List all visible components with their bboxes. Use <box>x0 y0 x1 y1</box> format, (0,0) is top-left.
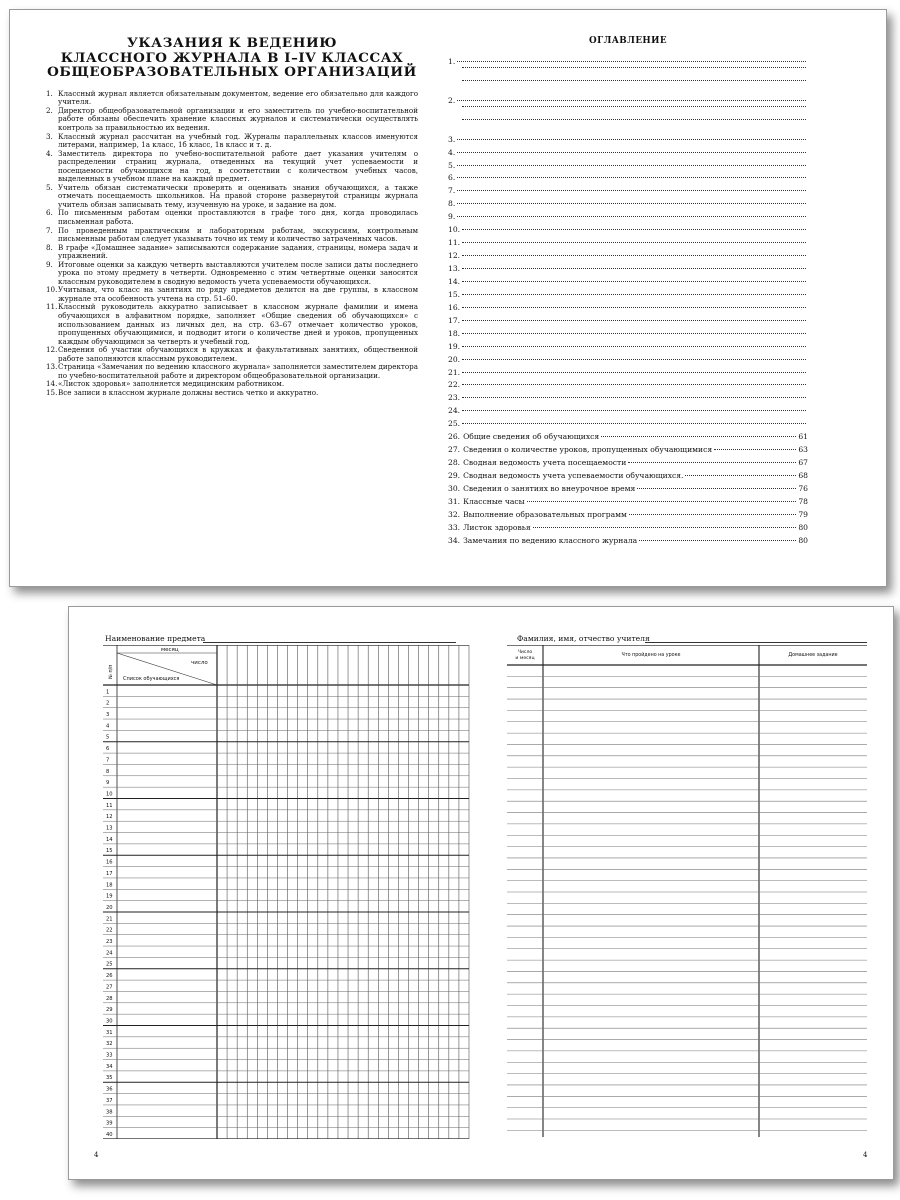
instruction-item <box>46 184 418 210</box>
toc-row <box>448 354 808 367</box>
row-number: 35 <box>106 1075 113 1082</box>
toc-dot-leader <box>462 255 806 256</box>
toc-dot-leader <box>462 423 806 424</box>
toc-row-page: 67 <box>798 458 808 468</box>
row-number: 31 <box>106 1029 113 1036</box>
instructions-list <box>46 90 418 398</box>
instruction-number: 15. <box>46 387 58 397</box>
instruction-text: Все записи в классном журнале должны вестись четко и аккуратно. <box>58 387 319 397</box>
toc-dot-leader <box>462 307 806 308</box>
toc-row-number: 6. <box>448 173 456 183</box>
toc-row-page: 68 <box>798 471 808 480</box>
toc-row-number: 3. <box>448 134 456 144</box>
row-number: 36 <box>106 1086 113 1093</box>
toc-dot-leader <box>457 152 806 153</box>
toc-dot-leader <box>462 372 806 373</box>
toc-row-number: 23. <box>448 393 461 403</box>
students-label: Список обучающихся <box>123 676 180 682</box>
month-label: месяц <box>161 647 179 653</box>
toc-row <box>448 315 808 328</box>
toc-row-number: 29. <box>448 471 461 480</box>
instruction-number: 5. <box>46 182 53 192</box>
toc-row-number: 31. <box>448 496 461 506</box>
instruction-item <box>46 363 418 380</box>
row-number: 13 <box>106 825 113 832</box>
row-number: 26 <box>106 973 113 980</box>
col-date-header: и месяц <box>515 656 535 661</box>
toc-title: ОГЛАВЛЕНИЕ <box>589 36 667 46</box>
row-number: 12 <box>106 814 113 821</box>
instruction-text: По письменным работам оценки проставляются в графе того дня, когда проводилась письменная работа. <box>58 208 418 226</box>
row-number: 11 <box>106 802 113 809</box>
instructions-section <box>46 36 418 397</box>
toc-rows <box>448 56 808 548</box>
row-number: 6 <box>106 746 110 753</box>
toc-row <box>448 328 808 341</box>
row-number: 24 <box>106 950 113 957</box>
toc-row <box>448 392 808 405</box>
toc-row <box>448 289 808 302</box>
instruction-text: По проведенным практическим и лабораторным работам, экскурсиям, контрольным письменным работам следует указывать точно их тему и количество затраченных часов. <box>58 225 418 244</box>
row-number: 9 <box>106 780 110 787</box>
toc-row <box>448 237 808 250</box>
toc-dot-leader <box>462 333 806 334</box>
toc-row-number: 32. <box>448 509 461 519</box>
row-number: 20 <box>106 904 113 911</box>
toc-continuation-line <box>448 82 808 95</box>
toc-dot-leader <box>462 359 806 360</box>
instruction-text: Классный журнал рассчитан на учебный год. Журналы параллельных классов именуются литерами, например, 1а класс, 1б класс, 1в класс и т. д. <box>58 131 418 150</box>
toc-row-page: 79 <box>798 509 808 519</box>
instruction-number: 7. <box>46 225 53 235</box>
toc-dot-leader <box>533 527 796 528</box>
toc-row <box>448 379 808 392</box>
instruction-number: 2. <box>46 105 53 115</box>
instruction-text: Учитывая, что класс на занятиях по ряду предметов делится на две группы, в классном журнале эта особенность учтена на стр. 51–60. <box>58 285 418 303</box>
toc-row-title: Классные часы <box>463 496 525 506</box>
toc-dot-leader <box>628 462 796 463</box>
row-number: 4 <box>106 723 110 730</box>
instruction-number: 13. <box>46 362 58 372</box>
row-number: 18 <box>106 882 113 889</box>
toc-dot-leader <box>457 139 806 140</box>
instruction-text: Учитель обязан систематически проверять и оценивать знания обучающихся, а также отмечать посещаемость школьников. На правой стороне развернутой страницы журнала учитель обязан записывать тему, изученную на уроке, и задание на дом. <box>58 182 418 209</box>
row-number: 38 <box>106 1109 113 1116</box>
toc-dot-leader <box>462 397 806 398</box>
toc-row-title: Сведения о занятиях во внеурочное время <box>463 483 636 493</box>
row-number: 29 <box>106 1007 113 1014</box>
toc-row <box>448 509 808 522</box>
toc-dot-leader <box>462 268 806 269</box>
toc-dot-leader <box>601 436 796 437</box>
toc-row-number: 28. <box>448 458 461 468</box>
toc-dot-leader <box>462 229 806 230</box>
toc-dot-leader <box>457 203 806 204</box>
subject-label: Наименование предмета <box>105 634 206 643</box>
toc-row <box>448 224 808 237</box>
toc-row-number: 34. <box>448 535 461 545</box>
toc-row <box>448 431 808 444</box>
instruction-number: 3. <box>46 131 53 141</box>
toc-dot-leader <box>629 514 796 515</box>
toc-dot-leader <box>457 177 806 178</box>
row-number: 21 <box>106 916 113 923</box>
toc-row-number: 5. <box>448 160 456 170</box>
toc-row <box>448 418 808 431</box>
row-number: 7 <box>106 757 110 764</box>
instruction-text: Заместитель директора по учебно-воспитательной работе дает указания учителям о распределении страниц журнала, отведенных на текущий учет успеваемости и посещаемости обучающихся на год, в соответствии с количеством учебных часов, выделенных в учебном плане на каждый предмет. <box>58 148 418 184</box>
journal-spread-instructions <box>9 9 887 587</box>
instruction-text: Итоговые оценки за каждую четверть выставляются учителем после записи даты последнего урока по этому предмету в четверти. Одновременно с этим четвертные оценки заносятся классным руководителем в сводную ведомость учета успеваемости обучающихся. <box>58 259 418 286</box>
col-topic-header: Что пройдено на уроке <box>621 653 681 658</box>
toc-row-number: 12. <box>448 251 461 261</box>
row-number: 23 <box>106 939 113 945</box>
row-number: 1 <box>106 689 110 696</box>
row-number: 8 <box>106 768 110 775</box>
toc-dot-leader <box>462 320 806 321</box>
toc-row-page: 78 <box>798 496 808 506</box>
instruction-number: 10. <box>46 285 58 295</box>
instruction-number: 14. <box>46 379 58 389</box>
toc-row-number: 30. <box>448 483 461 493</box>
instruction-item <box>46 133 418 150</box>
row-number: 33 <box>106 1052 113 1059</box>
toc-dot-leader <box>462 384 806 385</box>
instruction-text: Страница «Замечания по ведению классного журнала» заполняется заместителем директора по учебно-воспитательной работе и директором общеобразовательной организации. <box>58 362 418 380</box>
toc-row <box>448 276 808 289</box>
instruction-item <box>46 303 418 346</box>
instruction-item <box>46 389 418 398</box>
toc-row <box>448 198 808 211</box>
toc-dot-leader <box>527 501 796 502</box>
toc-row-number: 11. <box>448 238 461 248</box>
toc-row <box>448 522 808 535</box>
instruction-item <box>46 150 418 184</box>
toc-row-page: 76 <box>798 483 808 493</box>
toc-dot-leader <box>457 190 806 191</box>
row-number: 30 <box>106 1018 113 1025</box>
toc-continuation-line <box>448 121 808 134</box>
row-number: 39 <box>106 1120 113 1127</box>
toc-row-number: 22. <box>448 380 461 390</box>
row-number-header: № п/п <box>109 664 114 679</box>
toc-row-number: 33. <box>448 522 461 532</box>
toc-row-title: Листок здоровья <box>463 522 531 532</box>
toc-row-number: 2. <box>448 95 456 105</box>
toc-dot-leader <box>685 475 796 476</box>
journal-spread-grades <box>68 606 894 1180</box>
lessons-table <box>507 645 869 1139</box>
toc-row-number: 13. <box>448 264 461 273</box>
toc-dot-leader <box>637 488 796 489</box>
subject-input-line <box>203 642 456 643</box>
toc-row-title: Сводная ведомость учета успеваемости обучающихся. <box>463 471 684 480</box>
grades-grid <box>103 645 473 1139</box>
toc-row-number: 17. <box>448 315 461 325</box>
instruction-number: 11. <box>46 302 58 312</box>
toc-dot-leader <box>462 67 806 68</box>
toc-row-number: 24. <box>448 406 461 416</box>
row-number: 10 <box>106 791 113 798</box>
toc-dot-leader <box>462 294 806 295</box>
row-number: 32 <box>106 1041 113 1048</box>
row-number: 27 <box>106 984 113 991</box>
toc-row <box>448 470 808 483</box>
instruction-item <box>46 346 418 363</box>
instructions-title: УКАЗАНИЯ К ВЕДЕНИЮ КЛАССНОГО ЖУРНАЛА В I–IV КЛАССАХ ОБЩЕОБРАЗОВАТЕЛЬНЫХ ОРГАНИЗАЦИЙ <box>47 35 417 81</box>
toc-row <box>448 444 808 457</box>
toc-dot-leader <box>462 119 806 120</box>
instruction-item <box>46 209 418 226</box>
col-homework-header: Домашнее задание <box>788 653 838 658</box>
toc-dot-leader <box>462 281 806 282</box>
row-number: 28 <box>106 995 113 1002</box>
teacher-label: Фамилия, имя, отчество учителя <box>517 634 650 643</box>
toc-row-number: 20. <box>448 354 461 364</box>
toc-row <box>448 483 808 496</box>
row-number: 17 <box>106 870 113 877</box>
toc-row-number: 25. <box>448 419 461 429</box>
page-number-right: 4 <box>863 1151 868 1159</box>
toc-row <box>448 302 808 315</box>
toc-row <box>448 496 808 509</box>
instruction-text: Классный руководитель аккуратно записывает в классном журнале фамилии и имена обучающихся в алфавитном порядке, заполняет «Общие сведения об обучающихся» с использованием данных из личных дел, на стр. 63–67 отмечает количество уроков, пропущенных обучающимися, и подводит итоги о количестве дней и уроков, пропущенных каждым обучающимся за четверть и учебный год. <box>58 302 418 346</box>
toc-row-number: 9. <box>448 212 456 222</box>
row-number: 15 <box>106 848 113 855</box>
toc-row-number: 8. <box>448 199 456 209</box>
instruction-number: 4. <box>46 148 53 158</box>
toc-row-number: 4. <box>448 147 456 157</box>
instruction-item <box>46 227 418 244</box>
instruction-text: Директор общеобразовательной организации и его заместитель по учебно-воспитательной работе обязаны обеспечить хранение классных журналов и систематически осуществлять контроль за правильностью их ведения. <box>58 105 418 132</box>
toc-row <box>448 263 808 276</box>
toc-row-number: 16. <box>448 302 461 312</box>
table-of-contents <box>448 36 808 548</box>
row-number: 34 <box>106 1063 113 1070</box>
toc-dot-leader <box>457 216 806 217</box>
toc-row-number: 14. <box>448 276 461 286</box>
row-number: 5 <box>106 734 110 741</box>
toc-dot-leader <box>462 346 806 347</box>
instruction-text: «Листок здоровья» заполняется медицинским работником. <box>58 379 285 389</box>
toc-row-page: 63 <box>798 445 808 455</box>
toc-row <box>448 172 808 185</box>
toc-row <box>448 211 808 224</box>
toc-dot-leader <box>462 410 806 411</box>
toc-row <box>448 341 808 354</box>
row-number: 2 <box>106 700 110 707</box>
col-date-header: Число <box>517 650 533 655</box>
instruction-number: 6. <box>46 208 53 218</box>
toc-row <box>448 535 808 548</box>
toc-dot-leader <box>462 80 806 81</box>
toc-row <box>448 147 808 160</box>
toc-row-title: Общие сведения об обучающихся <box>463 432 600 442</box>
row-number: 16 <box>106 859 113 866</box>
instruction-item <box>46 286 418 303</box>
toc-dot-leader <box>457 100 806 101</box>
row-number: 14 <box>106 836 113 843</box>
toc-row <box>448 367 808 380</box>
instruction-text: Классный журнал является обязательным документом, ведение его обязательно для каждого учителя. <box>58 88 418 107</box>
toc-dot-leader <box>457 61 806 62</box>
toc-row <box>448 134 808 147</box>
toc-dot-leader <box>639 540 796 541</box>
toc-row-page: 61 <box>798 432 808 442</box>
instruction-item <box>46 261 418 287</box>
toc-row-number: 26. <box>448 432 461 442</box>
toc-row-number: 1. <box>448 57 456 66</box>
row-number: 22 <box>106 927 113 934</box>
toc-dot-leader <box>457 165 806 166</box>
instruction-number: 8. <box>46 242 53 252</box>
row-number: 25 <box>106 961 113 968</box>
row-number: 3 <box>106 712 110 718</box>
toc-row-number: 27. <box>448 445 461 455</box>
toc-row-number: 21. <box>448 367 461 377</box>
toc-row <box>448 250 808 263</box>
toc-row-title: Сводная ведомость учета посещаемости <box>463 458 627 468</box>
toc-row <box>448 457 808 470</box>
toc-row <box>448 405 808 418</box>
toc-row-number: 15. <box>448 289 461 299</box>
toc-dot-leader <box>714 449 796 450</box>
day-label: число <box>191 660 208 666</box>
row-number: 40 <box>106 1131 113 1138</box>
row-number: 19 <box>106 893 113 900</box>
instruction-item <box>46 244 418 261</box>
instruction-number: 12. <box>46 345 58 355</box>
toc-row-number: 10. <box>448 225 461 235</box>
toc-dot-leader <box>462 242 806 243</box>
instruction-text: В графе «Домашнее задание» записываются содержание задания, страницы, номера задач и упражнений. <box>58 242 418 261</box>
toc-row-page: 80 <box>798 522 808 532</box>
toc-row-title: Замечания по ведению классного журнала <box>463 535 638 545</box>
toc-row <box>448 185 808 198</box>
toc-row-number: 18. <box>448 328 461 338</box>
teacher-input-line <box>645 642 867 643</box>
instruction-text: Сведения об участии обучающихся в кружках и факультативных занятиях, общественной работе заполняются классным руководителем. <box>58 345 418 363</box>
instruction-number: 1. <box>46 88 53 98</box>
toc-dot-leader <box>462 106 806 107</box>
toc-row-number: 19. <box>448 341 461 351</box>
instruction-item <box>46 107 418 133</box>
toc-row-number: 7. <box>448 186 456 196</box>
toc-row <box>448 160 808 173</box>
page-number-left: 4 <box>94 1151 99 1159</box>
toc-row-page: 80 <box>798 535 808 545</box>
instruction-number: 9. <box>46 259 53 269</box>
toc-row-title: Сведения о количестве уроков, пропущенных обучающимися <box>463 445 713 455</box>
row-number: 37 <box>106 1097 113 1104</box>
toc-row-title: Выполнение образовательных программ <box>463 509 627 519</box>
instruction-item <box>46 90 418 107</box>
